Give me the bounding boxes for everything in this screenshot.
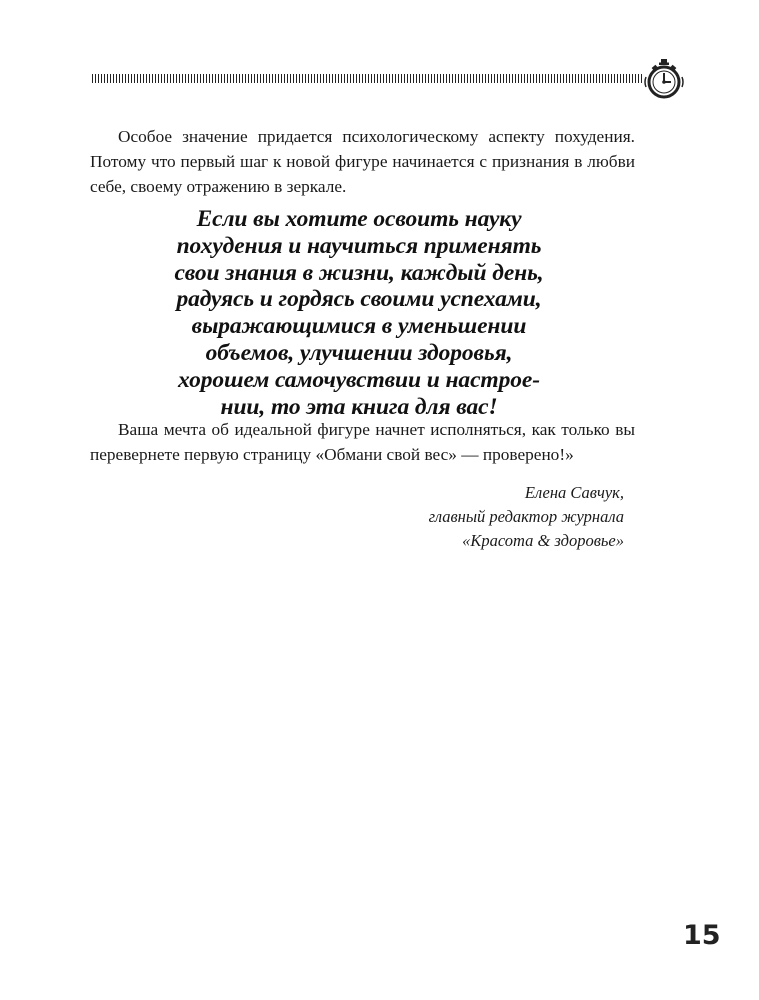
page-number: 15 [683,920,721,951]
header-dotted-rule [92,74,642,83]
signature-name: Елена Савчук, [524,483,624,502]
quote-line: свои знания в жизни, каждый день, [174,259,544,286]
quote-line: выражающимися в уменьшении [191,313,527,340]
quote-line: хорошем самочувствии и настрое- [178,366,540,393]
stopwatch-icon [641,57,687,103]
intro-paragraph: Особое значение придается психологическому аспекту похудения. Потому что первый шаг к новой фигуре начинается с признания в любви себе, своему отражению в зеркале. [90,127,635,196]
quote-line: радуясь и гордясь своими успехами, [176,286,542,313]
pull-quote [120,206,598,420]
quote-line: Если вы хотите освоить науку [196,206,522,232]
signature-block [429,481,624,553]
quote-line: похудения и научиться применять [176,232,542,259]
signature-role: главный редактор журнала [428,507,624,526]
signature-publication: «Красота & здоровье» [462,531,624,550]
quote-line: нии, то эта книга для вас! [220,393,498,420]
closing-paragraph: Ваша мечта об идеальной фигуре начнет исполняться, как только вы перевернете первую страницу «Обмани свой вес» — проверено!» [90,420,635,464]
quote-line: объемов, улучшении здоровья, [205,339,513,366]
